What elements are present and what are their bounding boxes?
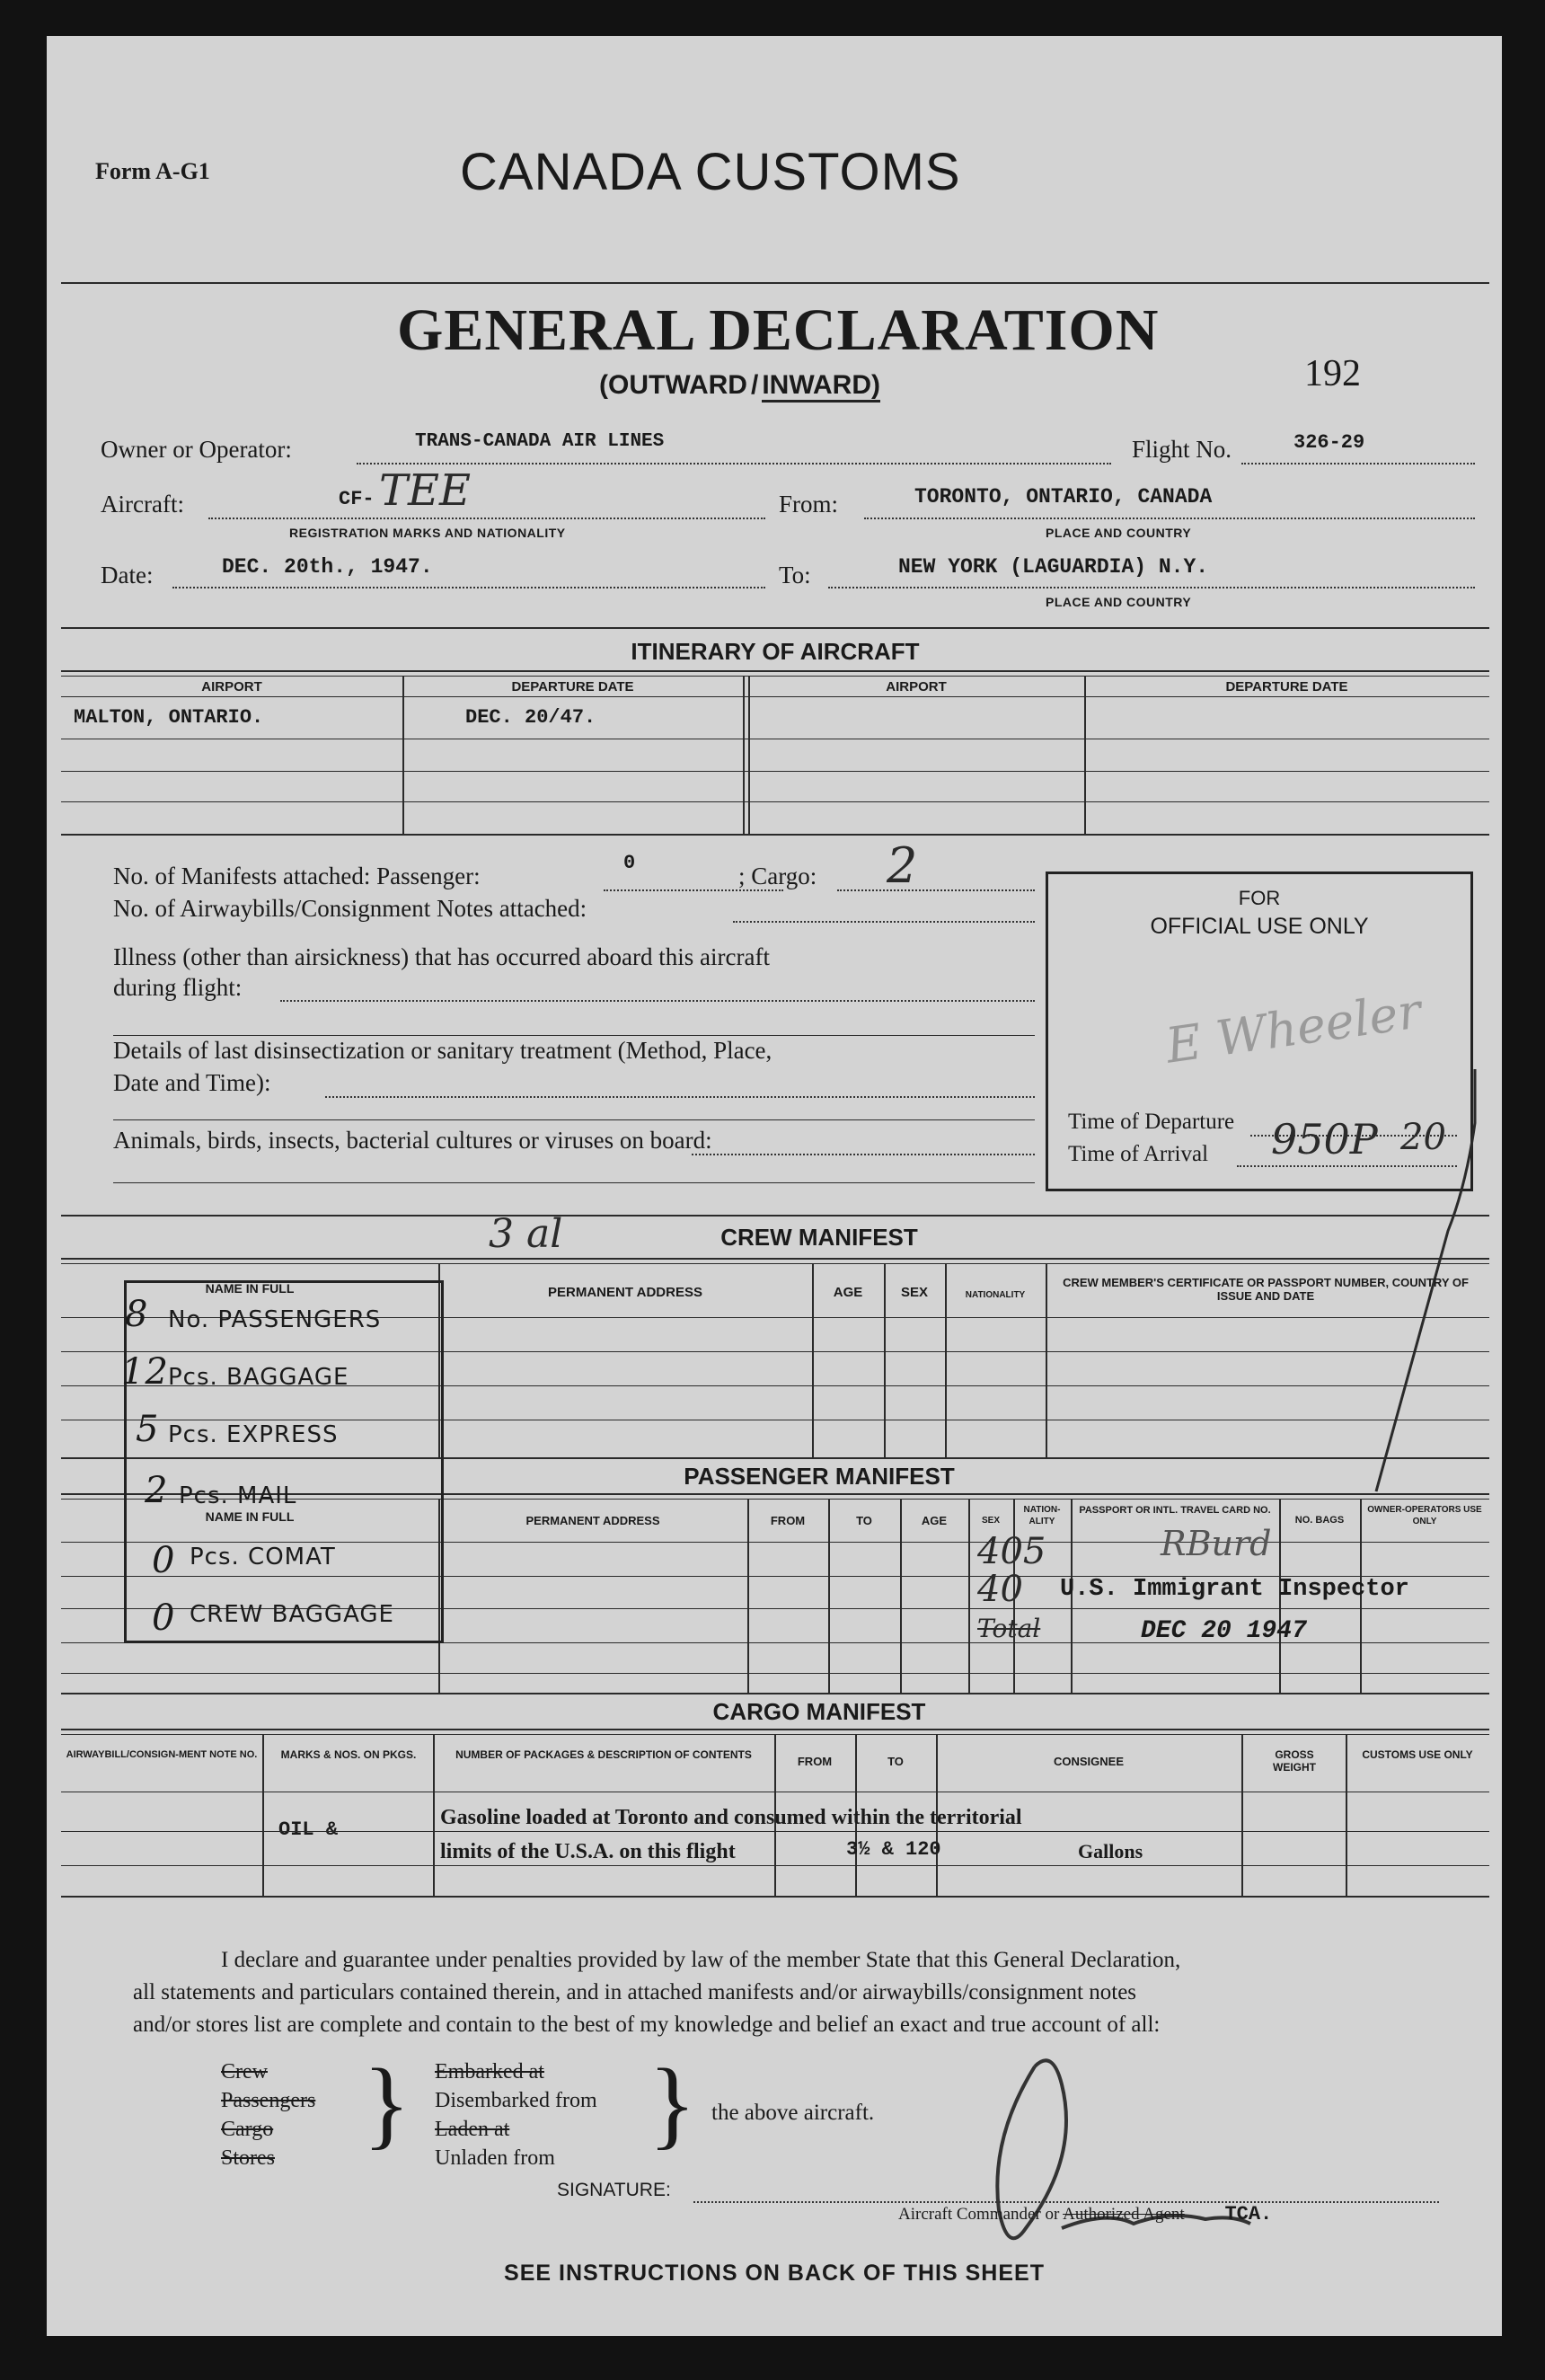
crew-col-name: NAME IN FULL — [205, 1281, 295, 1296]
commander-signature — [900, 2031, 1277, 2264]
owner-value: TRANS-CANADA AIR LINES — [415, 431, 665, 452]
official-title-1: FOR — [1238, 887, 1281, 909]
arrival-value: 950P — [1271, 1115, 1378, 1163]
itin-date-value: DEC. 20/47. — [465, 706, 596, 729]
left-item-cargo: Cargo — [221, 2118, 274, 2141]
illness-label-2: during flight: — [113, 974, 243, 1001]
cargo-col-weight: GROSS WEIGHT — [1273, 1748, 1316, 1774]
crew-col-age: AGE — [833, 1285, 863, 1300]
commander-struck: Authorized Agent — [1063, 2205, 1185, 2224]
cargo-label: ; Cargo: — [738, 863, 817, 889]
cargo-gas-unit: Gallons — [1078, 1840, 1143, 1862]
from-value: TORONTO, ONTARIO, CANADA — [914, 485, 1213, 509]
declaration-form-sheet — [47, 36, 1502, 2336]
passenger-manifest-title: PASSENGER MANIFEST — [684, 1463, 955, 1490]
crew-col-certificate: CREW MEMBER'S CERTIFICATE OR PASSPORT NUMBER, COUNTRY OF ISSUE AND DATE — [1063, 1276, 1469, 1303]
declaration-line-3: and/or stores list are complete and contain to the best of my knowledge and belief an exact and true account of all: — [133, 2013, 1161, 2037]
declaration-line-2: all statements and particulars contained therein, and in attached manifests and/or airwaybills/consignment notes — [133, 1980, 1137, 2004]
pax-col-passport: PASSPORT OR INTL. TRAVEL CARD NO. — [1079, 1505, 1271, 1516]
pax-col-name: NAME IN FULL — [205, 1509, 295, 1524]
pax-col-to: TO — [856, 1514, 872, 1527]
official-signature: E Wheeler — [1162, 982, 1425, 1075]
aircraft-caption: REGISTRATION MARKS AND NATIONALITY — [289, 526, 566, 540]
pax-col-from: FROM — [770, 1514, 806, 1527]
cargo-marks-value: OIL & — [278, 1818, 339, 1841]
illness-label-1: Illness (other than airsickness) that has occurred aboard this aircraft — [113, 943, 770, 970]
stamp-label-passengers: No. PASSENGERS — [168, 1306, 382, 1333]
commander-label: Aircraft Commander or — [898, 2205, 1060, 2224]
left-item-crew: Crew — [221, 2060, 268, 2084]
stamp-num-mail: 2 — [145, 1470, 169, 1511]
cargo-gas-line-1: Gasoline loaded at Toronto and consumed within the territorial — [440, 1806, 1022, 1829]
disinsect-label-2: Date and Time): — [113, 1069, 271, 1096]
stamp-num-express: 5 — [136, 1409, 160, 1450]
cargo-col-from: FROM — [797, 1755, 833, 1768]
mid-item-unladen: Unladen from — [435, 2146, 555, 2170]
owner-label: Owner or Operator: — [101, 436, 292, 463]
declaration-left-items — [221, 2057, 315, 2172]
stamp-label-mail: Pcs. MAIL — [179, 1482, 297, 1509]
cargo-col-consignee: CONSIGNEE — [1053, 1755, 1124, 1768]
itin-col-airport-2: AIRPORT — [886, 679, 947, 695]
animals-label: Animals, birds, insects, bacterial cultures or viruses on board: — [113, 1127, 712, 1154]
form-number: Form A-G1 — [95, 158, 210, 184]
pax-col-sex: SEX — [981, 1516, 1000, 1526]
stamp-label-comat: Pcs. COMAT — [190, 1544, 336, 1570]
commander-value: TCA. — [1224, 2203, 1273, 2225]
date-label: Date: — [101, 562, 154, 588]
cargo-gas-line-2: limits of the U.S.A. on this flight — [440, 1840, 736, 1863]
commander-line — [898, 2203, 1272, 2225]
cargo-manifest-title: CARGO MANIFEST — [712, 1698, 926, 1725]
declaration-line-1: I declare and guarantee under penalties provided by law of the member State that this General Declaration, — [221, 1948, 1181, 1972]
page-title: GENERAL DECLARATION — [397, 297, 1160, 363]
from-caption: PLACE AND COUNTRY — [1046, 526, 1192, 540]
pax-col-bags: NO. BAGS — [1294, 1515, 1345, 1526]
cargo-col-airwaybill: AIRWAYBILL/CONSIGN-MENT NOTE NO. — [66, 1749, 258, 1760]
stamp-num-comat: 0 — [152, 1540, 176, 1581]
passenger-manifests-value: 0 — [623, 852, 636, 874]
pax-col-owner: OWNER-OPERATORS USE ONLY — [1367, 1505, 1482, 1526]
to-caption: PLACE AND COUNTRY — [1046, 595, 1192, 609]
stamp-label-baggage: Pcs. BAGGAGE — [168, 1364, 349, 1391]
mid-item-embarked: Embarked at — [435, 2060, 544, 2084]
stamp-label-crew-baggage: CREW BAGGAGE — [190, 1601, 394, 1628]
cargo-manifests-value: 2 — [887, 837, 918, 894]
itin-col-date-2: DEPARTURE DATE — [1225, 679, 1348, 695]
crew-note: 3 al — [489, 1211, 563, 1257]
pax-col-age: AGE — [921, 1514, 948, 1527]
crew-col-nationality: NATIONALITY — [965, 1290, 1026, 1300]
stamp-num-baggage: 12 — [121, 1351, 169, 1393]
itinerary-title: ITINERARY OF AIRCRAFT — [631, 638, 920, 665]
departure-label: Time of Departure — [1068, 1110, 1235, 1134]
crew-col-address: PERMANENT ADDRESS — [548, 1285, 702, 1300]
cargo-gas-amount: 3½ & 120 — [846, 1838, 941, 1861]
itin-airport-value: MALTON, ONTARIO. — [74, 706, 264, 729]
signature-label: SIGNATURE: — [557, 2180, 671, 2200]
stamp-label-express: Pcs. EXPRESS — [168, 1421, 339, 1448]
crew-col-sex: SEX — [900, 1285, 928, 1300]
declaration-mid-items — [435, 2057, 597, 2172]
stamp-num-passengers: 8 — [125, 1294, 149, 1335]
footer-instructions: SEE INSTRUCTIONS ON BACK OF THIS SHEET — [504, 2261, 1045, 2286]
flight-value: 326-29 — [1293, 431, 1365, 454]
aircraft-label: Aircraft: — [101, 491, 184, 518]
pax-hand-2: 40 — [977, 1569, 1023, 1610]
disinsect-label-1: Details of last disinsectization or sanitary treatment (Method, Place, — [113, 1037, 772, 1064]
itin-col-airport-1: AIRPORT — [201, 679, 262, 695]
pax-col-nationality: NATION-ALITY — [1023, 1505, 1061, 1526]
to-label: To: — [779, 562, 811, 588]
cargo-col-packages: NUMBER OF PACKAGES & DESCRIPTION OF CONTENTS — [455, 1748, 752, 1761]
itin-col-date-1: DEPARTURE DATE — [511, 679, 634, 695]
cargo-col-marks: MARKS & NOS. ON PKGS. — [280, 1748, 417, 1761]
left-item-stores: Stores — [221, 2146, 275, 2170]
sheet-number: 192 — [1304, 353, 1361, 394]
passenger-count-stamp — [121, 1280, 444, 1643]
declaration-direction: (OUTWARD / INWARD) — [599, 370, 880, 401]
airwaybills-label: No. of Airwaybills/Consignment Notes attached: — [113, 895, 587, 922]
arrival-date: 20 — [1400, 1117, 1446, 1158]
left-item-passengers: Passengers — [221, 2089, 316, 2112]
arrival-label: Time of Arrival — [1068, 1142, 1209, 1166]
mid-item-disembarked: Disembarked from — [435, 2089, 597, 2112]
from-label: From: — [779, 491, 839, 518]
flight-label: Flight No. — [1132, 436, 1232, 463]
stamp-num-crew-baggage: 0 — [152, 1597, 176, 1639]
right-brace: } — [649, 2048, 696, 2158]
declaration-suffix: the above aircraft. — [711, 2101, 875, 2125]
crew-manifest-title: CREW MANIFEST — [720, 1224, 918, 1251]
cargo-col-to: TO — [887, 1755, 904, 1768]
left-brace: } — [363, 2048, 411, 2158]
direction-inward: INWARD) — [762, 370, 880, 403]
date-value: DEC. 20th., 1947. — [222, 555, 433, 579]
cargo-col-customs: CUSTOMS USE ONLY — [1362, 1748, 1473, 1761]
immigration-initials: RBurd — [1161, 1524, 1272, 1563]
pax-hand-3: Total — [977, 1614, 1041, 1643]
pax-col-address: PERMANENT ADDRESS — [525, 1514, 660, 1527]
mid-item-laden: Laden at — [435, 2118, 510, 2141]
immigration-date: DEC 20 1947 — [1141, 1617, 1307, 1645]
official-title-2: OFFICIAL USE ONLY — [1150, 914, 1369, 939]
immigration-stamp: U.S. Immigrant Inspector — [1060, 1576, 1409, 1603]
to-value: NEW YORK (LAGUARDIA) N.Y. — [898, 555, 1209, 579]
direction-outward: (OUTWARD — [599, 370, 747, 400]
agency-title: CANADA CUSTOMS — [460, 143, 961, 201]
aircraft-value-hand: TEE — [379, 465, 472, 516]
manifests-label: No. of Manifests attached: Passenger: — [113, 863, 481, 889]
aircraft-value-typed: CF- — [339, 488, 375, 510]
pax-hand-1: 405 — [977, 1531, 1046, 1572]
